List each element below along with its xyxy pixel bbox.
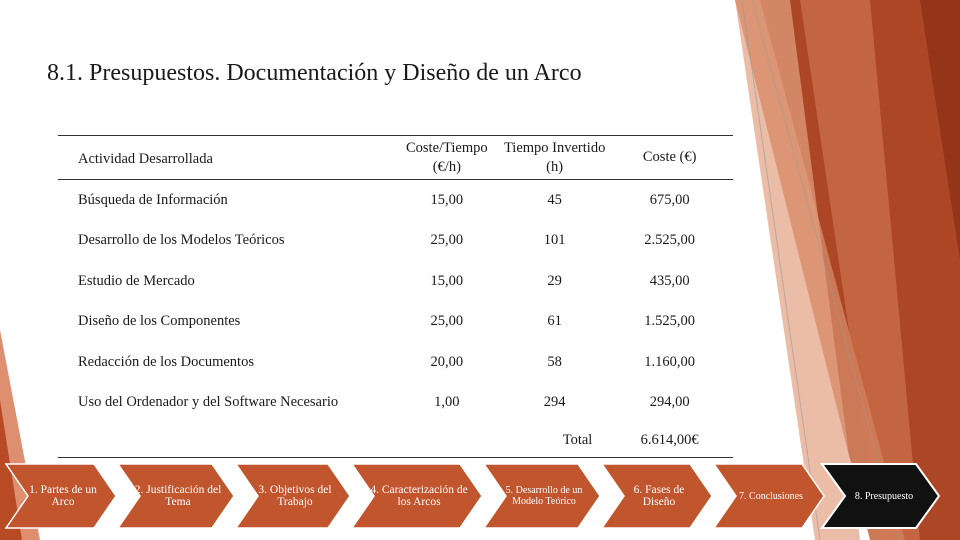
cell-rate: 25,00: [430, 232, 464, 249]
cell-activity: Redacción de los Documentos: [78, 353, 254, 370]
budget-table-container: [58, 135, 733, 458]
table-row: [58, 261, 733, 302]
cell-cost: 1.160,00: [644, 353, 696, 370]
nav-item-1[interactable]: [0, 462, 118, 530]
cell-rate: 25,00: [430, 313, 464, 330]
cell-activity: Desarrollo de los Modelos Teóricos: [78, 232, 285, 249]
header-cost-per-hour: Coste/Tiempo (€/h): [391, 136, 503, 180]
cell-activity: Uso del Ordenador y del Software Necesario: [78, 394, 339, 411]
cell-hours: 294: [543, 394, 566, 411]
page-title: 8.1. Presupuestos. Documentación y Diseño de un Arco: [47, 60, 582, 86]
table-row: [58, 221, 733, 262]
nav-item-7[interactable]: [708, 462, 826, 530]
cell-hours: 61: [547, 313, 562, 330]
cell-cost: 675,00: [649, 191, 690, 208]
nav-item-label: 2. Justificación del Tema: [134, 484, 222, 508]
nav-item-5[interactable]: [478, 462, 602, 530]
nav-item-label: 6. Fases de Diseño: [633, 484, 685, 508]
table-header-row: [58, 136, 733, 180]
section-navigation: [0, 462, 960, 530]
nav-item-label: 1. Partes de un Arco: [29, 484, 97, 508]
cell-cost: 1.525,00: [644, 313, 696, 330]
table-row: [58, 342, 733, 383]
nav-item-4[interactable]: [346, 462, 484, 530]
cell-cost: 2.525,00: [644, 232, 696, 249]
header-activity: Actividad Desarrollada: [58, 136, 391, 180]
header-time-spent: Tiempo Invertido (h): [503, 136, 606, 180]
nav-item-label: 4. Caracterización de los Arcos: [370, 484, 468, 508]
nav-item-3[interactable]: [230, 462, 352, 530]
cell-rate: 1,00: [434, 394, 460, 411]
cell-cost: 294,00: [649, 394, 690, 411]
cell-hours: 29: [547, 272, 562, 289]
total-row: [58, 423, 733, 458]
cell-activity: Estudio de Mercado: [78, 272, 195, 289]
cell-hours: 45: [547, 191, 562, 208]
cell-rate: 15,00: [430, 272, 464, 289]
total-value: 6.614,00€: [606, 423, 733, 458]
cell-hours: 101: [543, 232, 566, 249]
nav-item-6[interactable]: [596, 462, 714, 530]
total-label: Total: [503, 423, 606, 458]
budget-table: [58, 135, 733, 458]
cell-rate: 15,00: [430, 191, 464, 208]
nav-item-2[interactable]: [112, 462, 236, 530]
cell-rate: 20,00: [430, 353, 464, 370]
nav-item-label: 3. Objetivos del Trabajo: [258, 484, 332, 508]
table-row: [58, 180, 733, 221]
table-row: [58, 302, 733, 343]
table-row: [58, 383, 733, 424]
cell-activity: Diseño de los Componentes: [78, 313, 241, 330]
nav-item-8-active[interactable]: [818, 462, 942, 530]
cell-activity: Búsqueda de Información: [78, 191, 228, 208]
nav-item-label: 7. Conclusiones: [739, 490, 803, 502]
nav-item-label: 5. Desarrollo de un Modelo Teórico: [505, 485, 583, 507]
header-cost: Coste (€): [606, 136, 733, 180]
nav-item-label: 8. Presupuesto: [854, 490, 914, 502]
cell-cost: 435,00: [649, 272, 690, 289]
cell-hours: 58: [547, 353, 562, 370]
